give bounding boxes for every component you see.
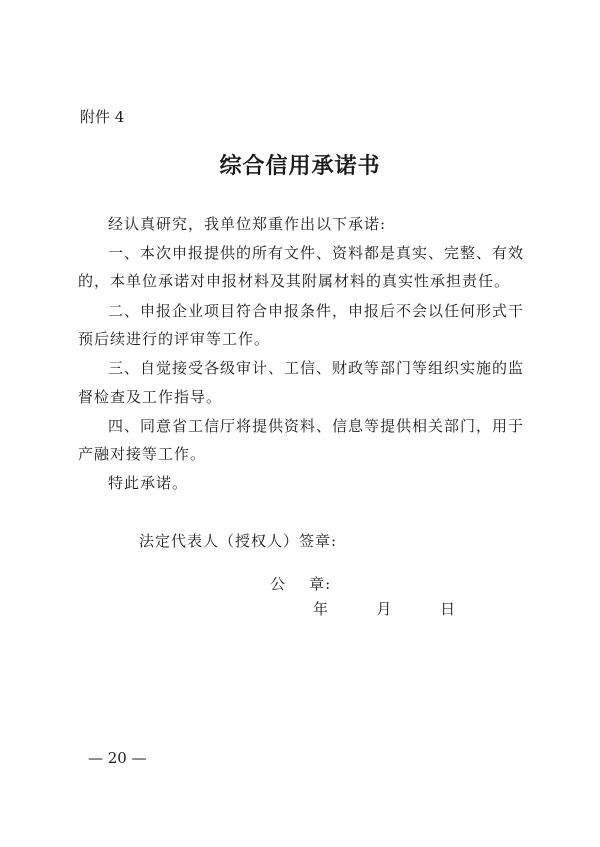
attachment-label: 附件 4 xyxy=(80,108,125,126)
intro-line: 经认真研究，我单位郑重作出以下承诺: xyxy=(108,215,387,233)
official-seal-field: 公 章: xyxy=(270,575,332,593)
commitment-2-line-2: 预后续进行的评审等工作。 xyxy=(78,330,271,348)
legal-representative-signature: 法定代表人（授权人）签章: xyxy=(139,532,338,550)
commitment-4-line-1: 四、同意省工信厅将提供资料、信息等提供相关部门，用于 xyxy=(108,417,525,435)
commitment-1-line-2: 的，本单位承诺对申报材料及其附属材料的真实性承担责任。 xyxy=(78,272,511,290)
date-field: 年 月 日 xyxy=(313,600,457,618)
commitment-2-line-1: 二、申报企业项目符合申报条件，申报后不会以任何形式干 xyxy=(108,302,525,320)
commitment-4-line-2: 产融对接等工作。 xyxy=(78,445,207,463)
commitment-3-line-1: 三、自觉接受各级审计、工信、财政等部门等组织实施的监 xyxy=(108,359,525,377)
closing-line: 特此承诺。 xyxy=(108,474,189,492)
page-number: — 20 — xyxy=(88,749,147,767)
commitment-1-line-1: 一、本次申报提供的所有文件、资料都是真实、完整、有效 xyxy=(108,244,525,262)
commitment-3-line-2: 督检查及工作指导。 xyxy=(78,388,223,406)
document-title: 综合信用承诺书 xyxy=(219,153,381,179)
